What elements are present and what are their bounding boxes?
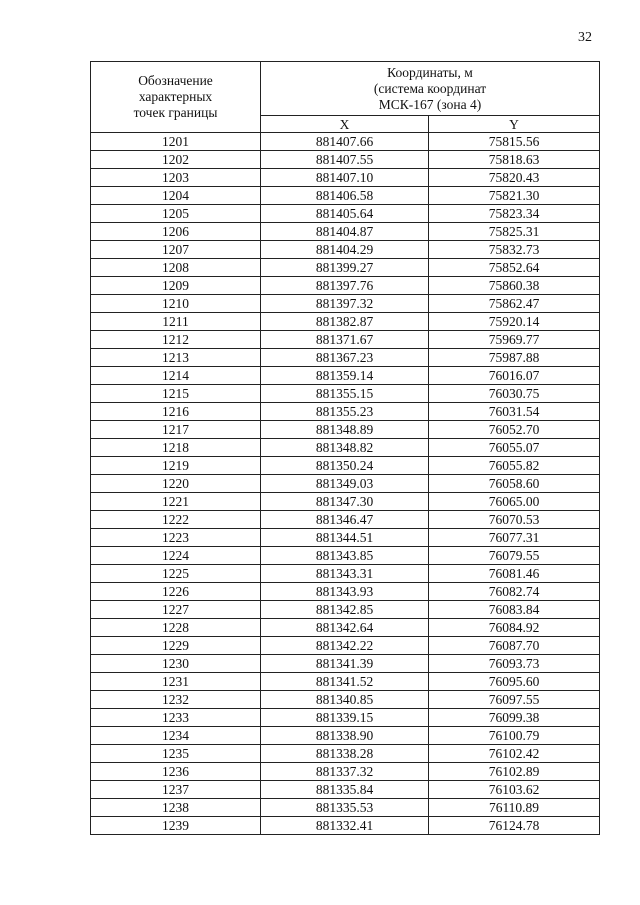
point-id-cell: 1230 [91,655,261,673]
table-row [91,457,600,475]
point-id-cell: 1238 [91,799,261,817]
point-id-cell: 1218 [91,439,261,457]
y-coordinate-cell: 76077.31 [429,529,600,547]
x-coordinate-cell: 881346.47 [261,511,429,529]
y-coordinate-cell: 76016.07 [429,367,600,385]
x-column-header: X [261,116,429,133]
x-coordinate-cell: 881382.87 [261,313,429,331]
x-coordinate-cell: 881355.23 [261,403,429,421]
y-coordinate-cell: 75852.64 [429,259,600,277]
page-number: 32 [578,30,592,45]
x-coordinate-cell: 881342.22 [261,637,429,655]
x-coordinate-cell: 881367.23 [261,349,429,367]
point-header-line: точек границы [133,105,218,120]
table-row [91,205,600,223]
y-coordinate-cell: 76093.73 [429,655,600,673]
y-coordinate-cell: 75823.34 [429,205,600,223]
table-row [91,781,600,799]
y-coordinate-cell: 76070.53 [429,511,600,529]
x-coordinate-cell: 881406.58 [261,187,429,205]
x-coordinate-cell: 881405.64 [261,205,429,223]
y-coordinate-cell: 76055.82 [429,457,600,475]
point-id-cell: 1222 [91,511,261,529]
coordinates-table [90,61,600,835]
y-coordinate-cell: 76081.46 [429,565,600,583]
point-id-cell: 1204 [91,187,261,205]
x-coordinate-cell: 881407.10 [261,169,429,187]
table-row [91,745,600,763]
coord-header-line: МСК-167 (зона 4) [378,96,482,112]
table-row [91,565,600,583]
y-coordinate-cell: 76087.70 [429,637,600,655]
y-coordinate-cell: 75832.73 [429,241,600,259]
x-coordinate-cell: 881342.85 [261,601,429,619]
x-coordinate-cell: 881335.53 [261,799,429,817]
table-row [91,673,600,691]
x-coordinate-cell: 881404.29 [261,241,429,259]
x-coordinate-cell: 881332.41 [261,817,429,835]
point-id-cell: 1213 [91,349,261,367]
point-id-cell: 1224 [91,547,261,565]
y-coordinate-cell: 76124.78 [429,817,600,835]
x-coordinate-cell: 881338.90 [261,727,429,745]
table-row [91,709,600,727]
point-id-cell: 1202 [91,151,261,169]
point-id-cell: 1239 [91,817,261,835]
table-row [91,583,600,601]
x-coordinate-cell: 881343.93 [261,583,429,601]
x-coordinate-cell: 881397.76 [261,277,429,295]
table-row [91,619,600,637]
x-coordinate-cell: 881337.32 [261,763,429,781]
y-coordinate-cell: 75820.43 [429,169,600,187]
x-coordinate-cell: 881404.87 [261,223,429,241]
point-id-cell: 1221 [91,493,261,511]
x-coordinate-cell: 881335.84 [261,781,429,799]
x-coordinate-cell: 881347.30 [261,493,429,511]
y-coordinate-cell: 75969.77 [429,331,600,349]
x-coordinate-cell: 881344.51 [261,529,429,547]
table-row [91,241,600,259]
point-id-cell: 1211 [91,313,261,331]
y-coordinate-cell: 75818.63 [429,151,600,169]
coord-header-line: (система координат [373,80,487,96]
x-coordinate-cell: 881355.15 [261,385,429,403]
table-row [91,169,600,187]
table-row [91,655,600,673]
x-coordinate-cell: 881397.32 [261,295,429,313]
point-id-cell: 1214 [91,367,261,385]
y-coordinate-cell: 76102.89 [429,763,600,781]
y-coordinate-cell: 76095.60 [429,673,600,691]
point-id-cell: 1201 [91,133,261,151]
table-row [91,277,600,295]
table-row [91,385,600,403]
y-column-header: Y [429,116,600,133]
x-coordinate-cell: 881348.82 [261,439,429,457]
point-id-cell: 1209 [91,277,261,295]
x-coordinate-cell: 881350.24 [261,457,429,475]
point-id-cell: 1210 [91,295,261,313]
table-row [91,349,600,367]
table-row [91,295,600,313]
y-coordinate-cell: 76030.75 [429,385,600,403]
y-coordinate-cell: 76055.07 [429,439,600,457]
point-header-line: характерных [138,89,213,104]
y-coordinate-cell: 75815.56 [429,133,600,151]
table-row [91,187,600,205]
table-row [91,313,600,331]
table-row [91,727,600,745]
x-coordinate-cell: 881349.03 [261,475,429,493]
point-id-cell: 1231 [91,673,261,691]
y-coordinate-cell: 76099.38 [429,709,600,727]
x-coordinate-cell: 881341.52 [261,673,429,691]
y-coordinate-cell: 76100.79 [429,727,600,745]
y-coordinate-cell: 76102.42 [429,745,600,763]
x-coordinate-cell: 881340.85 [261,691,429,709]
x-coordinate-cell: 881399.27 [261,259,429,277]
table-row [91,223,600,241]
point-id-cell: 1237 [91,781,261,799]
y-coordinate-cell: 76065.00 [429,493,600,511]
table-row [91,601,600,619]
table-row [91,529,600,547]
point-id-cell: 1215 [91,385,261,403]
table-row [91,475,600,493]
point-id-cell: 1229 [91,637,261,655]
x-coordinate-cell: 881339.15 [261,709,429,727]
point-id-cell: 1234 [91,727,261,745]
point-id-cell: 1205 [91,205,261,223]
x-coordinate-cell: 881359.14 [261,367,429,385]
table-row [91,493,600,511]
x-coordinate-cell: 881343.85 [261,547,429,565]
y-coordinate-cell: 75920.14 [429,313,600,331]
y-coordinate-cell: 75825.31 [429,223,600,241]
x-coordinate-cell: 881338.28 [261,745,429,763]
coordinates-header [261,62,600,116]
table-row [91,691,600,709]
y-coordinate-cell: 75987.88 [429,349,600,367]
point-id-cell: 1208 [91,259,261,277]
point-id-cell: 1235 [91,745,261,763]
table-row [91,151,600,169]
table-row [91,763,600,781]
point-header-line: Обозначение [138,73,213,88]
point-id-cell: 1223 [91,529,261,547]
table-row [91,403,600,421]
table-row [91,547,600,565]
y-coordinate-cell: 76082.74 [429,583,600,601]
x-coordinate-cell: 881348.89 [261,421,429,439]
table-row [91,331,600,349]
point-id-cell: 1228 [91,619,261,637]
y-coordinate-cell: 76058.60 [429,475,600,493]
point-designation-header [91,62,261,133]
coord-header-line: Координаты, м [387,64,473,80]
point-id-cell: 1207 [91,241,261,259]
y-coordinate-cell: 76079.55 [429,547,600,565]
table-row [91,421,600,439]
x-coordinate-cell: 881341.39 [261,655,429,673]
point-id-cell: 1219 [91,457,261,475]
y-coordinate-cell: 75860.38 [429,277,600,295]
point-id-cell: 1226 [91,583,261,601]
table-row [91,367,600,385]
y-coordinate-cell: 76084.92 [429,619,600,637]
point-id-cell: 1225 [91,565,261,583]
y-coordinate-cell: 75821.30 [429,187,600,205]
y-coordinate-cell: 76097.55 [429,691,600,709]
x-coordinate-cell: 881342.64 [261,619,429,637]
y-coordinate-cell: 76110.89 [429,799,600,817]
y-coordinate-cell: 76103.62 [429,781,600,799]
table-row [91,799,600,817]
table-row [91,511,600,529]
point-id-cell: 1232 [91,691,261,709]
y-coordinate-cell: 76031.54 [429,403,600,421]
point-id-cell: 1216 [91,403,261,421]
point-id-cell: 1236 [91,763,261,781]
point-id-cell: 1217 [91,421,261,439]
table-row [91,439,600,457]
point-id-cell: 1233 [91,709,261,727]
table-row [91,133,600,151]
x-coordinate-cell: 881407.66 [261,133,429,151]
x-coordinate-cell: 881343.31 [261,565,429,583]
point-id-cell: 1227 [91,601,261,619]
x-coordinate-cell: 881371.67 [261,331,429,349]
coordinates-table-body [91,133,600,835]
table-row [91,637,600,655]
point-id-cell: 1206 [91,223,261,241]
table-row [91,259,600,277]
x-coordinate-cell: 881407.55 [261,151,429,169]
point-id-cell: 1220 [91,475,261,493]
point-id-cell: 1203 [91,169,261,187]
table-row [91,817,600,835]
y-coordinate-cell: 76083.84 [429,601,600,619]
point-id-cell: 1212 [91,331,261,349]
y-coordinate-cell: 75862.47 [429,295,600,313]
y-coordinate-cell: 76052.70 [429,421,600,439]
